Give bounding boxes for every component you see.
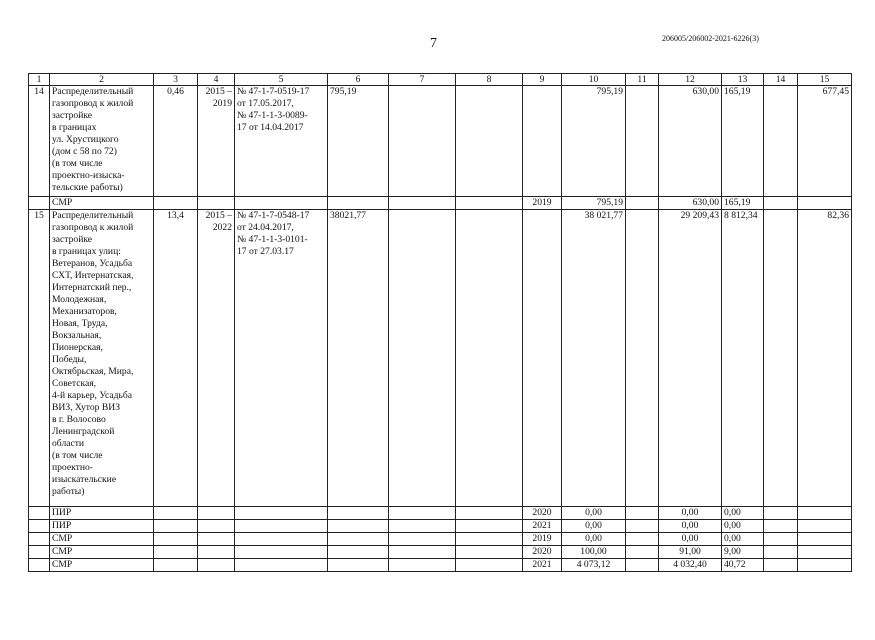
table-subrow — [29, 520, 852, 533]
period-cell: 2015 – 2022 — [198, 210, 235, 507]
header-cell: 3 — [154, 74, 198, 86]
table-row — [29, 210, 852, 507]
col12-cell: 0,00 — [659, 533, 722, 546]
header-cell: 5 — [235, 74, 328, 86]
header-cell: 2 — [50, 74, 154, 86]
header-cell: 14 — [764, 74, 798, 86]
header-cell: 7 — [389, 74, 456, 86]
year-cell — [523, 86, 562, 197]
table-subrow — [29, 533, 852, 546]
header-cell: 12 — [659, 74, 722, 86]
year-cell: 2020 — [523, 507, 562, 520]
col14-cell — [764, 86, 798, 197]
col10-cell: 795,19 — [562, 86, 626, 197]
col13-cell: 9,00 — [722, 546, 764, 559]
table-header-row — [29, 74, 852, 86]
header-cell: 9 — [523, 74, 562, 86]
col12-cell: 29 209,43 — [659, 210, 722, 507]
col12-cell: 91,00 — [659, 546, 722, 559]
header-cell: 13 — [722, 74, 764, 86]
col10-cell: 38 021,77 — [562, 210, 626, 507]
row-number: 14 — [29, 86, 50, 197]
col10-cell: 0,00 — [562, 507, 626, 520]
col10-cell: 0,00 — [562, 520, 626, 533]
page-number: 7 — [430, 36, 437, 51]
col13-cell: 40,72 — [722, 559, 764, 572]
year-cell: 2019 — [523, 533, 562, 546]
cost-cell: 38021,77 — [328, 210, 389, 507]
col11-cell — [626, 210, 659, 507]
col13-cell: 0,00 — [722, 533, 764, 546]
col10-cell: 795,19 — [562, 197, 626, 210]
table-subrow — [29, 559, 852, 572]
header-cell: 15 — [798, 74, 852, 86]
table-row — [29, 86, 852, 197]
col12-cell: 630,00 — [659, 86, 722, 197]
col14-cell — [764, 197, 798, 210]
year-cell: 2021 — [523, 559, 562, 572]
col12-cell: 630,00 — [659, 197, 722, 210]
object-name: Распределительный газопровод к жилой застройке в границах ул. Хрустицкого (дом с 58 по 72) (в том числе проектно-изыска- тельские работы) — [50, 86, 154, 197]
col13-cell: 165,19 — [722, 197, 764, 210]
col7-cell — [389, 86, 456, 197]
col13-cell: 8 812,34 — [722, 210, 764, 507]
period-cell: 2015 – 2019 — [198, 86, 235, 197]
table-subrow — [29, 197, 852, 210]
year-cell: 2021 — [523, 520, 562, 533]
year-cell: 2019 — [523, 197, 562, 210]
col13-cell: 165,19 — [722, 86, 764, 197]
col13-cell: 0,00 — [722, 507, 764, 520]
table-subrow — [29, 546, 852, 559]
work-type-cell: ПИР — [50, 507, 154, 520]
header-cell: 6 — [328, 74, 389, 86]
cost-cell: 795,19 — [328, 86, 389, 197]
col14-cell — [764, 210, 798, 507]
col12-cell: 0,00 — [659, 520, 722, 533]
header-cell: 1 — [29, 74, 50, 86]
col12-cell: 0,00 — [659, 507, 722, 520]
col10-cell: 0,00 — [562, 533, 626, 546]
col11-cell — [626, 86, 659, 197]
header-cell: 8 — [456, 74, 523, 86]
work-type-cell: СМР — [50, 197, 154, 210]
col11-cell — [626, 197, 659, 210]
document-id: 206005/206002-2021-6226(3) — [662, 34, 759, 43]
col15-cell: 677,45 — [798, 86, 852, 197]
length-cell: 0,46 — [154, 86, 198, 197]
year-cell: 2020 — [523, 546, 562, 559]
row-number: 15 — [29, 210, 50, 507]
approval-cell: № 47-1-7-0548-17 от 24.04.2017, № 47-1-1-3-0101- 17 от 27.03.17 — [235, 210, 328, 507]
col10-cell: 100,00 — [562, 546, 626, 559]
approval-cell: № 47-1-7-0519-17 от 17.05.2017, № 47-1-1-3-0089- 17 от 14.04.2017 — [235, 86, 328, 197]
col8-cell — [456, 210, 523, 507]
header-cell: 4 — [198, 74, 235, 86]
col12-cell: 4 032,40 — [659, 559, 722, 572]
work-type-cell: СМР — [50, 559, 154, 572]
length-cell: 13,4 — [154, 210, 198, 507]
header-cell: 10 — [562, 74, 626, 86]
table-subrow — [29, 507, 852, 520]
col8-cell — [456, 86, 523, 197]
object-name: Распределительный газопровод к жилой застройке в границах улиц: Ветеранов, Усадьба СХТ, Интернатская, Интернатский пер., Молодежная, Механизаторов, Новая, Труда, Вокзальная, Пионерская, Победы, Октябрьская, Мира, Советская, 4-й карьер, Усадьба ВИЗ, Хутор ВИЗ в г. Волосово Ленинградской области (в том числе проектно- изыскательские работы) — [50, 210, 154, 507]
data-table — [28, 73, 852, 572]
col15-cell: 82,36 — [798, 210, 852, 507]
col10-cell: 4 073,12 — [562, 559, 626, 572]
year-cell — [523, 210, 562, 507]
col13-cell: 0,00 — [722, 520, 764, 533]
work-type-cell: ПИР — [50, 520, 154, 533]
header-cell: 11 — [626, 74, 659, 86]
work-type-cell: СМР — [50, 546, 154, 559]
work-type-cell: СМР — [50, 533, 154, 546]
col7-cell — [389, 210, 456, 507]
